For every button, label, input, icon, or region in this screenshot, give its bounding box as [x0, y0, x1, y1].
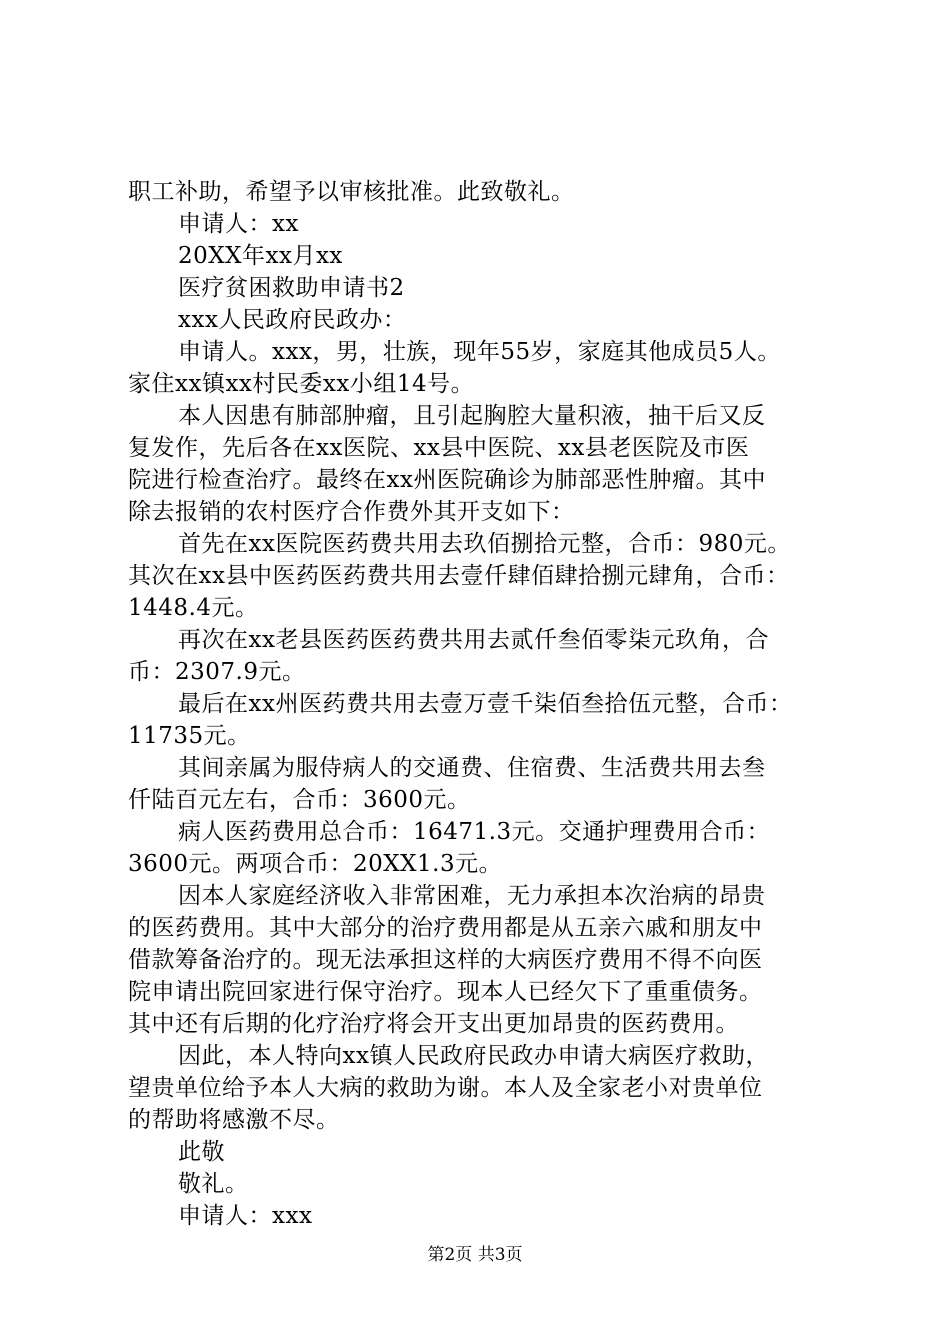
page-number: 第2页 共3页	[427, 1245, 523, 1265]
text-line: 再次在xx老县医药医药费共用去贰仟叁佰零柒元玖角，合	[178, 627, 769, 653]
text-line: 仟陆百元左右，合币：3600元。	[128, 787, 471, 813]
text-line: 医疗贫困救助申请书2	[178, 275, 405, 301]
text-line: 敬礼。	[178, 1171, 249, 1197]
text-line: 申请人：xxx	[178, 1203, 313, 1229]
text-line: 家住xx镇xx村民委xx小组14号。	[128, 371, 475, 397]
text-line: 币：2307.9元。	[128, 659, 306, 685]
text-line: 其中还有后期的化疗治疗将会开支出更加昂贵的医药费用。	[128, 1011, 739, 1037]
text-line: 复发作，先后各在xx医院、xx县中医院、xx县老医院及市医	[128, 435, 750, 461]
text-line: 院申请出院回家进行保守治疗。现本人已经欠下了重重债务。	[128, 979, 763, 1005]
text-line: 病人医药费用总合币：16471.3元。交通护理费用合币：	[178, 819, 771, 845]
text-line: 其次在xx县中医药医药费共用去壹仟肆佰肆拾捌元肆角，合币：	[128, 563, 790, 589]
text-line: 申请人：xx	[178, 211, 299, 237]
text-line: 本人因患有肺部肿瘤，且引起胸腔大量积液，抽干后又反	[178, 403, 766, 429]
text-line: 1448.4元。	[128, 595, 259, 621]
text-line: 3600元。两项合币：20XX1.3元。	[128, 851, 503, 877]
text-line: 申请人。xxx，男，壮族，现年55岁，家庭其他成员5人。	[178, 339, 781, 365]
text-line: 20XX年xx月xx	[178, 243, 343, 269]
text-line: 的帮助将感激不尽。	[128, 1107, 340, 1133]
text-line: 最后在xx州医药费共用去壹万壹千柒佰叁拾伍元整，合币：	[178, 691, 793, 717]
text-line: 院进行检查治疗。最终在xx州医院确诊为肺部恶性肿瘤。其中	[128, 467, 766, 493]
text-line: 11735元。	[128, 723, 251, 749]
text-line: 除去报销的农村医疗合作费外其开支如下：	[128, 499, 575, 525]
text-line: 职工补助，希望予以审核批准。此致敬礼。	[128, 179, 575, 205]
text-line: 其间亲属为服侍病人的交通费、住宿费、生活费共用去叁	[178, 755, 766, 781]
page-footer	[0, 1243, 950, 1267]
text-line: 此敬	[178, 1139, 225, 1165]
text-line: xxx人民政府民政办：	[178, 307, 407, 333]
text-line: 因此，本人特向xx镇人民政府民政办申请大病医疗救助，	[178, 1043, 769, 1069]
text-line: 的医药费用。其中大部分的治疗费用都是从五亲六戚和朋友中	[128, 915, 763, 941]
text-line: 因本人家庭经济收入非常困难，无力承担本次治病的昂贵	[178, 883, 766, 909]
text-line: 望贵单位给予本人大病的救助为谢。本人及全家老小对贵单位	[128, 1075, 763, 1101]
document-body	[128, 176, 858, 1232]
text-line: 首先在xx医院医药费共用去玖佰捌拾元整，合币：980元。	[178, 531, 791, 557]
text-line: 借款筹备治疗的。现无法承担这样的大病医疗费用不得不向医	[128, 947, 763, 973]
